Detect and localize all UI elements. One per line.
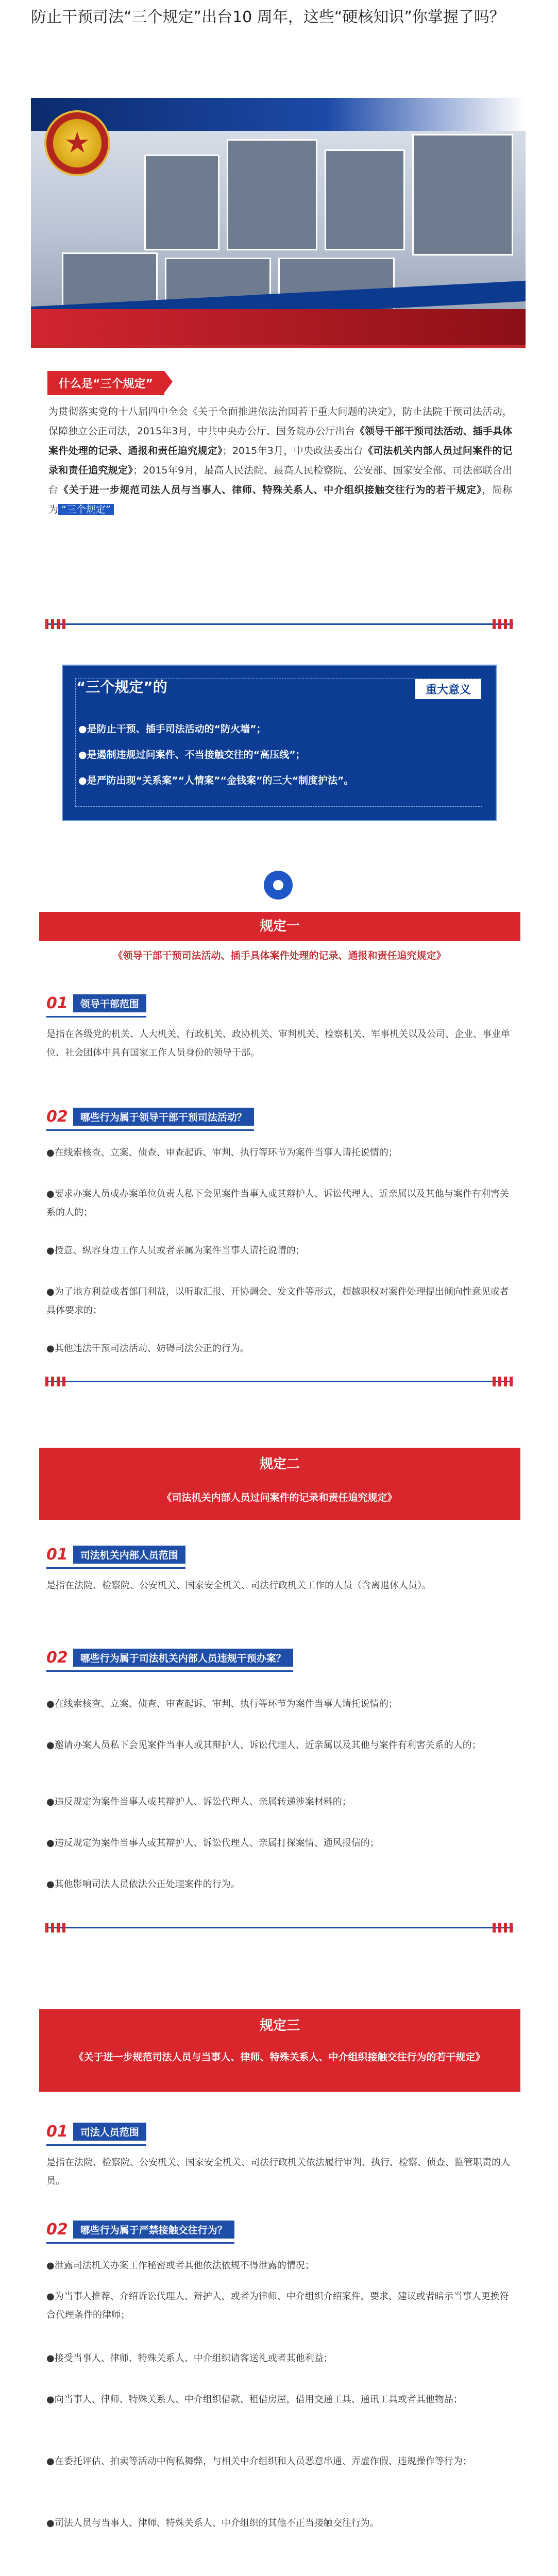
rule-1-section-1: 01 领导干部范围: [46, 994, 146, 1018]
bullet-item: ●司法人员与当事人、律师、特殊关系人、中介组织的其他不正当接触交往行为。: [46, 2518, 379, 2529]
section-heading-what: 什么是“三个规定”: [47, 371, 164, 395]
significance-box: [62, 665, 497, 821]
section-divider: [45, 623, 513, 625]
bullet-item: ●其他影响司法人员依法公正处理案件的行为。: [46, 1879, 240, 1890]
bullet-item: ●接受当事人、律师、特殊关系人、中介组织请客送礼或者其他利益；: [46, 2353, 333, 2364]
rule-3-header: [39, 2009, 520, 2092]
significance-item: ●是严防出现“关系案”“人情案”“金钱案”的三大“制度护法”。: [78, 775, 354, 786]
bullet-item: ●为了地方利益或者部门利益，以听取汇报、开协调会、发文件等形式，超越职权对案件处理提出倾向性意见或者具体要求的；: [46, 1286, 509, 1316]
bullet-item: ●授意、纵容身边工作人员或者亲属为案件当事人请托说情的；: [46, 1245, 305, 1256]
rule-3-section-2: 02 哪些行为属于严禁接触交往行为？: [46, 2221, 234, 2244]
banner-photo: [227, 139, 317, 250]
significance-title: “三个规定”的: [76, 679, 167, 696]
section-divider: [45, 1381, 513, 1382]
rule-2-section-2: 02 哪些行为属于司法机关内部人员违规干预办案？: [46, 1649, 293, 1672]
rule-3-section-1: 01 司法人员范围: [46, 2123, 146, 2146]
banner-red-band: [31, 309, 526, 345]
significance-item: ●是遏制违规过问案件、不当接触交往的“高压线”；: [78, 749, 306, 760]
section-divider: [45, 1927, 513, 1928]
rule-2-header: [39, 1448, 520, 1520]
police-emblem-icon: ★: [44, 110, 110, 176]
rule-3-subtitle: 《关于进一步规范司法人员与当事人、律师、特殊关系人、中介组织接触交往行为的若干规定》: [74, 2052, 485, 2063]
rule-1-title-bar: [39, 912, 520, 941]
rule-3-section-1-body: 是指在法院、检察院、公安机关、国家安全机关、司法行政机关依法履行审判、执行、检察、侦查、监管职责的人员。: [46, 2157, 510, 2187]
location-pin-icon: [264, 871, 293, 900]
rule-2-title: 规定二: [259, 1456, 300, 1472]
bullet-item: ●违反规定为案件当事人或其辩护人、诉讼代理人、亲属打探案情、通风报信的；: [46, 1838, 379, 1849]
page-title: 防止干预司法“三个规定”出台10 周年，这些“硬核知识”你掌握了吗？: [31, 8, 505, 26]
rule-3-title: 规定三: [259, 2018, 300, 2033]
bullet-item: ●在委托评估、拍卖等活动中徇私舞弊，与相关中介组织和人员恶意串通、弄虚作假、违规操作等行为；: [46, 2456, 472, 2467]
rule-2-section-1: 01 司法机关内部人员范围: [46, 1546, 185, 1569]
rule-2-subtitle: 《司法机关内部人员过问案件的记录和责任追究规定》: [162, 1492, 397, 1503]
rule-1-subtitle: 《领导干部干预司法活动、插手具体案件处理的记录、通报和责任追究规定》: [113, 950, 446, 961]
what-paragraph: 为贯彻落实党的十八届四中全会《关于全面推进依法治国若干重大问题的决定》，防止法院干预司法活动，保障独立公正司法，2015年3月，中共中央办公厅、国务院办公厅出台《领导干部干预司法活动、插手具体案件处理的记录、通报和责任追究规定》；2015年3月，中央政法委出台《司法机关内部人员过问案件的记录和责任追究规定》；2015年9月，最高人民法院、最高人民检察院、公安部、国家安全部、司法部联合出台《关于进一步规范司法人员与当事人、律师、特殊关系人、中介组织接触交往行为的若干规定》，简称为 “三个规定”: [48, 406, 512, 515]
rule-1-section-2: 02 哪些行为属于领导干部干预司法活动？: [46, 1108, 254, 1131]
bullet-item: ●违反规定为案件当事人或其辩护人、诉讼代理人、亲属转递涉案材料的；: [46, 1797, 351, 1807]
banner-photo: [144, 155, 219, 250]
bullet-item: ●向当事人、律师、特殊关系人、中介组织借款、租借房屋，借用交通工具、通讯工具或者其他物品；: [46, 2394, 463, 2405]
bullet-item: ●在线索核查、立案、侦查、审查起诉、审判、执行等环节为案件当事人请托说情的；: [46, 1147, 398, 1158]
rule-1-section-1-body: 是指在各级党的机关、人大机关、行政机关、政协机关、审判机关、检察机关、军事机关以及公司、企业、事业单位、社会团体中具有国家工作人员身份的领导干部。: [46, 1029, 510, 1058]
banner-photo: [412, 134, 513, 256]
rule-1-title: 规定一: [259, 919, 300, 934]
bullet-item: ●泄露司法机关办案工作秘密或者其他依法依规不得泄露的情况；: [46, 2260, 314, 2271]
rule-2-section-1-body: 是指在法院、检察院、公安机关、国家安全机关、司法行政机关工作的人员（含离退休人员）。: [46, 1580, 431, 1591]
significance-item: ●是防止干预、插手司法活动的“防火墙”；: [78, 723, 266, 735]
significance-badge: 重大意义: [415, 679, 481, 699]
hero-banner-image: [31, 98, 526, 348]
bullet-item: ●邀请办案人员私下会见案件当事人或其辩护人、诉讼代理人、近亲属以及其他与案件有利害关系的人的；: [46, 1740, 481, 1751]
bullet-item: ●为当事人推荐、介绍诉讼代理人、辩护人，或者为律师、中介组织介绍案件，要求、建议或者暗示当事人更换符合代理条件的律师；: [46, 2291, 509, 2320]
bullet-item: ●要求办案人员或办案单位负责人私下会见案件当事人或其辩护人、诉讼代理人、近亲属以及其他与案件有利害关系的人的；: [46, 1189, 509, 1218]
bullet-item: ●在线索核查、立案、侦查、审查起诉、审判、执行等环节为案件当事人请托说情的；: [46, 1699, 398, 1709]
banner-photo: [325, 149, 405, 250]
bullet-item: ●其他违法干预司法活动、妨碍司法公正的行为。: [46, 1343, 249, 1354]
